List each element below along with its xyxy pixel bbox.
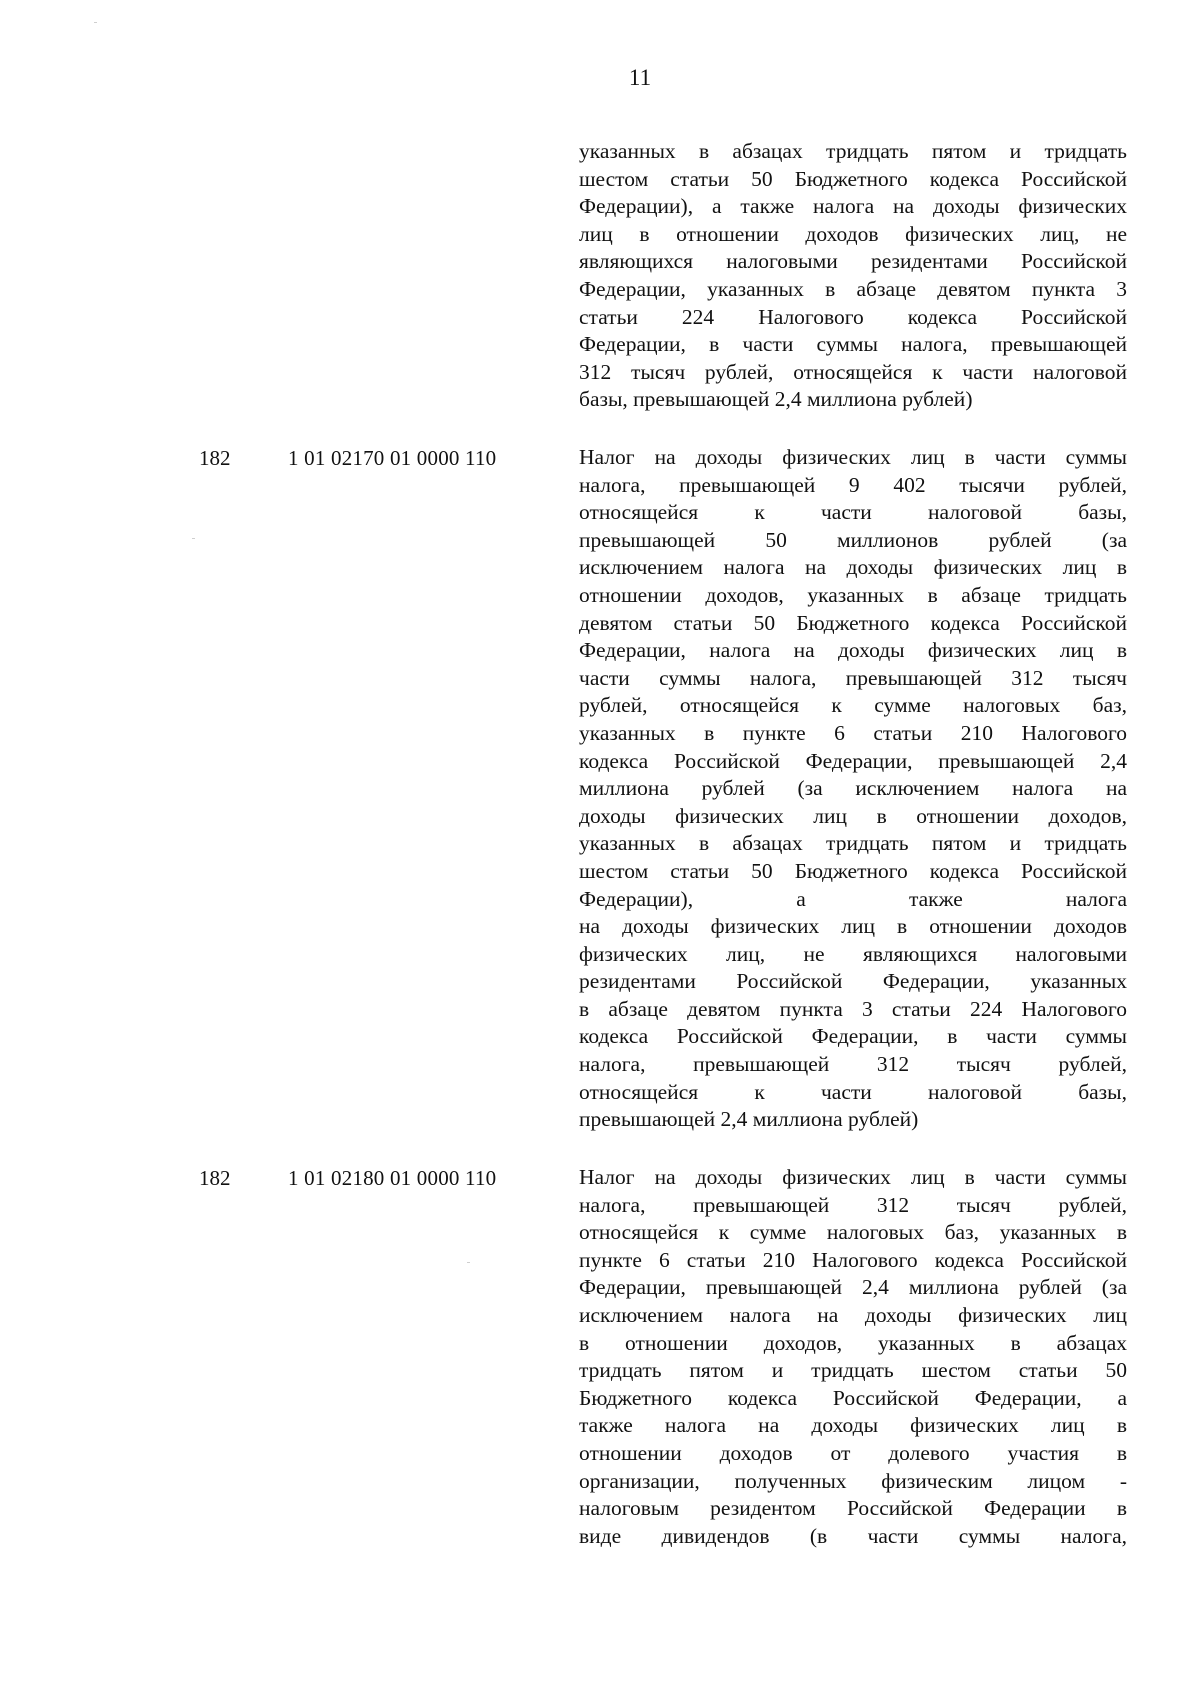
kbk-code: 1 01 02180 01 0000 110: [288, 1166, 497, 1190]
row-description: [579, 1164, 1127, 1550]
text-line: лиц в отношении доходов физических лиц, не: [579, 221, 1127, 246]
text-line: указанных в пункте 6 статьи 210 Налогового: [579, 720, 1127, 745]
scan-artifact: [192, 538, 195, 539]
text-line: девятом статьи 50 Бюджетного кодекса Российской: [579, 610, 1127, 635]
text-line: части суммы налога, превышающей 312 тысяч: [579, 665, 1127, 690]
text-line: доходы физических лиц в отношении доходов,: [579, 803, 1127, 828]
text-line: статьи 224 Налогового кодекса Российской: [579, 304, 1127, 329]
text-line: относящейся к части налоговой базы,: [579, 1079, 1127, 1104]
text-line: базы, превышающей 2,4 миллиона рублей): [579, 387, 973, 412]
text-line: отношении доходов от долевого участия в: [579, 1440, 1127, 1465]
text-line: шестом статьи 50 Бюджетного кодекса Российской: [579, 858, 1127, 883]
text-line: превышающей 2,4 миллиона рублей): [579, 1107, 919, 1132]
text-line: пункте 6 статьи 210 Налогового кодекса Российской: [579, 1247, 1127, 1272]
text-line: указанных в абзацах тридцать пятом и тридцать: [579, 139, 1127, 163]
text-line: относящейся к сумме налоговых баз, указанных в: [579, 1220, 1127, 1245]
text-line: Федерации, указанных в абзаце девятом пункта 3: [579, 276, 1127, 301]
scan-artifact: [467, 1262, 470, 1263]
text-line: в абзаце девятом пункта 3 статьи 224 Налогового: [579, 996, 1127, 1021]
text-line: Бюджетного кодекса Российской Федерации, а: [579, 1385, 1127, 1410]
text-line: виде дивидендов (в части суммы налога,: [579, 1523, 1127, 1548]
text-line: Федерации, налога на доходы физических лиц в: [579, 638, 1127, 663]
text-line: Федерации), а также налога: [579, 886, 1127, 911]
text-line: Федерации), а также налога на доходы физических: [579, 194, 1127, 219]
text-line: исключением налога на доходы физических лиц: [579, 1302, 1127, 1327]
text-line: в отношении доходов, указанных в абзацах: [579, 1330, 1127, 1355]
text-line: являющихся налоговыми резидентами Российской: [579, 249, 1127, 274]
text-line: тридцать пятом и тридцать шестом статьи 50: [579, 1358, 1127, 1383]
text-line: налоговым резидентом Российской Федерации в: [579, 1496, 1127, 1521]
text-line: относящейся к части налоговой базы,: [579, 500, 1127, 525]
text-line: шестом статьи 50 Бюджетного кодекса Российской: [579, 166, 1127, 191]
text-line: на доходы физических лиц в отношении доходов: [579, 914, 1127, 939]
text-line: 312 тысяч рублей, относящейся к части налоговой: [579, 359, 1127, 384]
kbk-code: 1 01 02170 01 0000 110: [288, 446, 497, 470]
text-line: кодекса Российской Федерации, превышающей 2,4: [579, 748, 1127, 773]
text-line: миллиона рублей (за исключением налога на: [579, 776, 1127, 801]
text-line: кодекса Российской Федерации, в части суммы: [579, 1024, 1127, 1049]
text-line: Налог на доходы физических лиц в части суммы: [579, 1165, 1127, 1189]
text-line: Федерации, превышающей 2,4 миллиона рублей (за: [579, 1275, 1127, 1300]
text-line: превышающей 50 миллионов рублей (за: [579, 527, 1127, 552]
text-line: резидентами Российской Федерации, указанных: [579, 969, 1127, 994]
text-line: указанных в абзацах тридцать пятом и тридцать: [579, 831, 1127, 856]
text-line: организации, полученных физическим лицом -: [579, 1468, 1127, 1493]
text-line: Федерации, в части суммы налога, превышающей: [579, 332, 1127, 357]
text-line: налога, превышающей 9 402 тысячи рублей,: [579, 472, 1127, 497]
text-line: исключением налога на доходы физических лиц в: [579, 555, 1127, 580]
text-line: также налога на доходы физических лиц в: [579, 1413, 1127, 1438]
continuation-text: [579, 138, 1127, 414]
page-number: 11: [628, 65, 652, 90]
text-line: налога, превышающей 312 тысяч рублей,: [579, 1192, 1127, 1217]
admin-code: 182: [199, 1166, 231, 1190]
scan-artifact: [94, 22, 97, 23]
text-line: отношении доходов, указанных в абзаце тридцать: [579, 582, 1127, 607]
admin-code: 182: [199, 446, 231, 470]
text-line: Налог на доходы физических лиц в части суммы: [579, 445, 1127, 469]
row-description: [579, 444, 1127, 1134]
text-line: физических лиц, не являющихся налоговыми: [579, 941, 1127, 966]
text-line: рублей, относящейся к сумме налоговых баз,: [579, 693, 1127, 718]
text-line: налога, превышающей 312 тысяч рублей,: [579, 1052, 1127, 1077]
